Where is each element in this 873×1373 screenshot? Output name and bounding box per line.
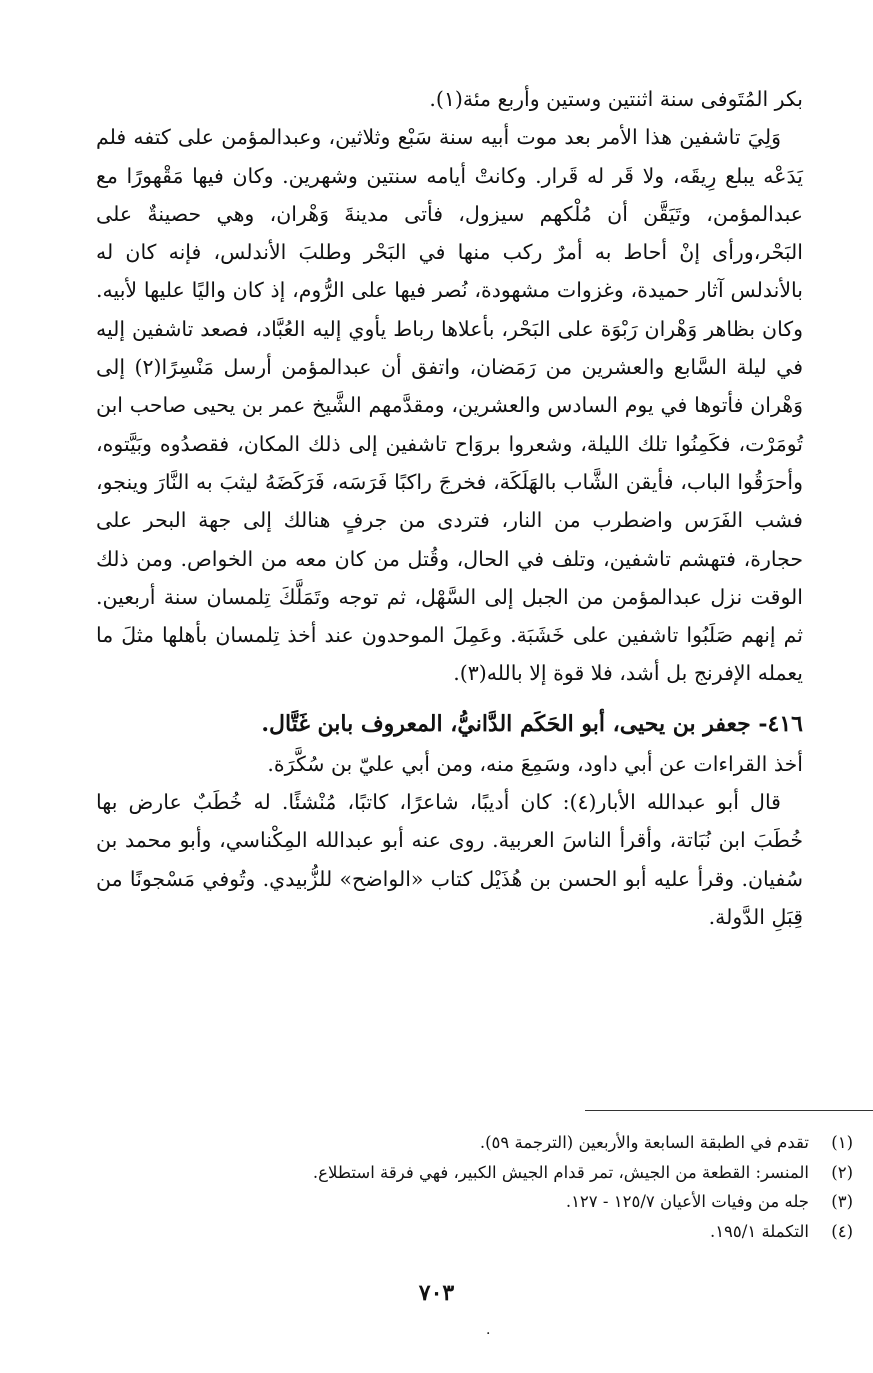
continuation-line: بكر المُتَوفى سنة اثنتين وستين وأربع مئة(١). [429, 87, 803, 111]
entry-paragraph-1: أخذ القراءات عن أبي داود، وسَمِعَ منه، ومن أبي عليّ بن سُكَّرَة. [267, 751, 803, 776]
footnote-number: (٤) [831, 1221, 853, 1241]
main-text [96, 80, 803, 936]
footnotes [96, 1128, 853, 1246]
footnote-number: (١) [831, 1133, 853, 1152]
page-number: ٧٠٣ [418, 1280, 455, 1306]
footnote-text: جله من وفيات الأعيان ١٢٥/٧ - ١٢٧. [565, 1192, 809, 1211]
footnote-text: التكملة ١٩٥/١. [709, 1221, 809, 1241]
entry-paragraph-2: قال أبو عبدالله الأبار(٤): كان أديبًا، شاعرًا، كاتبًا، مُنْشئًا. له خُطَبٌ عارض بها خُطَبَ ابن نُبَاتة، وأقرأ الناسَ العربية. روى عنه أبو عبدالله المِكْناسي، وأبو محمد بن سُفيان. وقرأ عليه أبو الحسن بن هُذَيْل كتاب «الواضح» للزُّبيدي. وتُوفي مَسْجونًا من قِبَلِ الدَّولة. [96, 790, 803, 929]
tashfin-paragraph: وَلِيَ تاشفين هذا الأمر بعد موت أبيه سنة سَبْع وثلاثين، وعبدالمؤمن على كتفه فلم يَدَعْه يبلع رِيقَه، ولا قَر له قَرار. وكانتْ أيامه سنتين وشهرين. وكان فيها مَقْهورًا مع عبدالمؤمن، وتَيَقَّن أن مُلْكهم سيزول، فأتى مدينةَ وَهْران، وهي حصينةٌ على البَحْر،ورأى إنْ أحاط به أمرٌ ركب منها في البَحْر وطلبَ الأندلس، فإنه كان له بالأندلس آثار حميدة، وغزوات مشهودة، نُصر فيها على الرُّوم، إذ كان واليًا عليها لأبيه. وكان بظاهر وَهْران رَبْوَة على البَحْر، بأعلاها رباط يأوي إليه العُبَّاد، فصعد تاشفين إليه في ليلة السَّابع والعشرين من رَمَضان، واتفق أن عبدالمؤمن أرسل مَنْسِرًا(٢) إلى وَهْران فأتوها في يوم السادس والعشرين، ومقدَّمهم الشَّيخ عمر بن يحيى صاحب ابن تُومَرْت، فكَمِنُوا تلك الليلة، وشعروا بروَاح تاشفين إلى ذلك المكان، فقصدُوه وبَيَّتوه، وأحرَقُوا الباب، فأيقن الشَّاب بالهَلَكَة، فخرجَ راكبًا فَرَسَه، فَرَكَضَهُ ليثبَ به النَّارَ وينجو، فشب الفَرَس واضطرب من النار، فتردى من جرفٍ هنالك إلى جهة البحر على حجارة، فتهشم تاشفين، وتلف في الحال، وقُتل من كان معه من الخواص. ومن ذلك الوقت نزل عبدالمؤمن من الجبل إلى السَّهْل، ثم توجه وتَمَلَّكَ تِلمسان سنة أربعين. ثم إنهم صَلَبُوا تاشفين على خَشَبَة. وعَمِلَ الموحدون عند أخذ تِلمسان بأهلها مثلَ ما يعمله الإفرنج بل أشد، فلا قوة إلا بالله(٣). [96, 125, 803, 686]
footnote-text: المنسر: القطعة من الجيش، تمر قدام الجيش الكبير، فهي فرقة استطلاع. [312, 1162, 809, 1182]
footnote-1 [96, 1128, 853, 1158]
footnote-number: (٣) [831, 1192, 853, 1211]
page-mark: · [486, 1326, 491, 1342]
entry-heading: ٤١٦- جعفر بن يحيى، أبو الحَكَم الدَّانيُّ، المعروف بابن غَتَّال. [261, 710, 803, 737]
footnote-2 [96, 1158, 853, 1188]
footnote-text: تقدم في الطبقة السابعة والأربعين (الترجمة ٥٩). [479, 1133, 809, 1152]
footnote-separator [585, 1110, 873, 1111]
footnote-3 [96, 1187, 853, 1217]
footnote-number: (٢) [831, 1162, 853, 1182]
footnote-4 [96, 1217, 853, 1247]
